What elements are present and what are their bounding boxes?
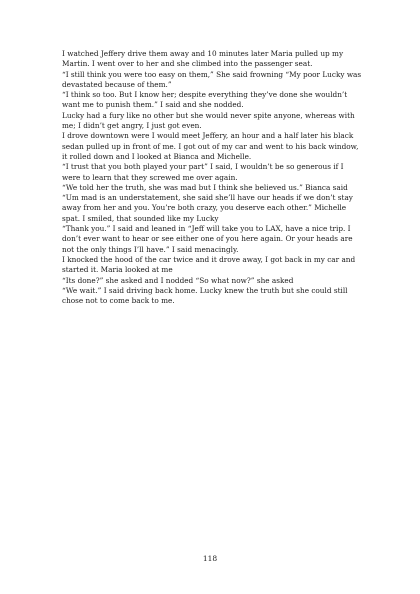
paragraph: I watched Jeffery drive them away and 10 minutes later Maria pulled up my Martin. I went over to her and she climbed into the passenger seat. xyxy=(62,49,344,69)
paragraph: “Thank you.” I said and leaned in “Jeff will take you to LAX, have a nice trip. I don’t ever want to hear or see either one of you here again. Or your heads are not the only things I’ll have.” I said menacingly. xyxy=(62,224,353,254)
paragraph: “I trust that you both played your part” I said, I wouldn’t be so generous if I were to learn that they screwed me over again. xyxy=(62,162,344,182)
paragraph: “I still think you were too easy on them,” She said frowning “My poor Lucky was devastated because of them.” xyxy=(62,69,362,89)
page-number: 118 xyxy=(202,554,218,563)
paragraph: I knocked the hood of the car twice and it drove away, I got back in my car and started it. Maria looked at me xyxy=(62,254,356,275)
paragraph: Lucky had a fury like no other but she would never spite anyone, whereas with me; I didn’t get angry, I just got even. xyxy=(62,110,355,131)
paragraph: “We wait.” I said driving back home. Lucky knew the truth but she could still chose not to come back to me. xyxy=(62,285,348,306)
paragraph: “We told her the truth, she was mad but I think she believed us.” Bianca said xyxy=(62,182,348,192)
paragraph: I drove downtown were I would meet Jeffery, an hour and a half later his black sedan pulled up in front of me. I got out of my car and went to his back window, it rolled down and I looked at Bianca and Michelle. xyxy=(62,131,359,161)
body-text xyxy=(62,49,362,306)
paragraph: “Its done?” she asked and I nodded “So what now?” she asked xyxy=(62,275,294,285)
paragraph: “I think so too. But I know her; despite everything they’ve done she wouldn’t want me to punish them.” I said and she nodded. xyxy=(62,90,348,110)
paragraph: “Um mad is an understatement, she said she’ll have our heads if we don’t stay away from her and you. You’re both crazy, you deserve each other.” Michelle spat. I smiled, that sounded like my Lucky xyxy=(62,193,353,223)
